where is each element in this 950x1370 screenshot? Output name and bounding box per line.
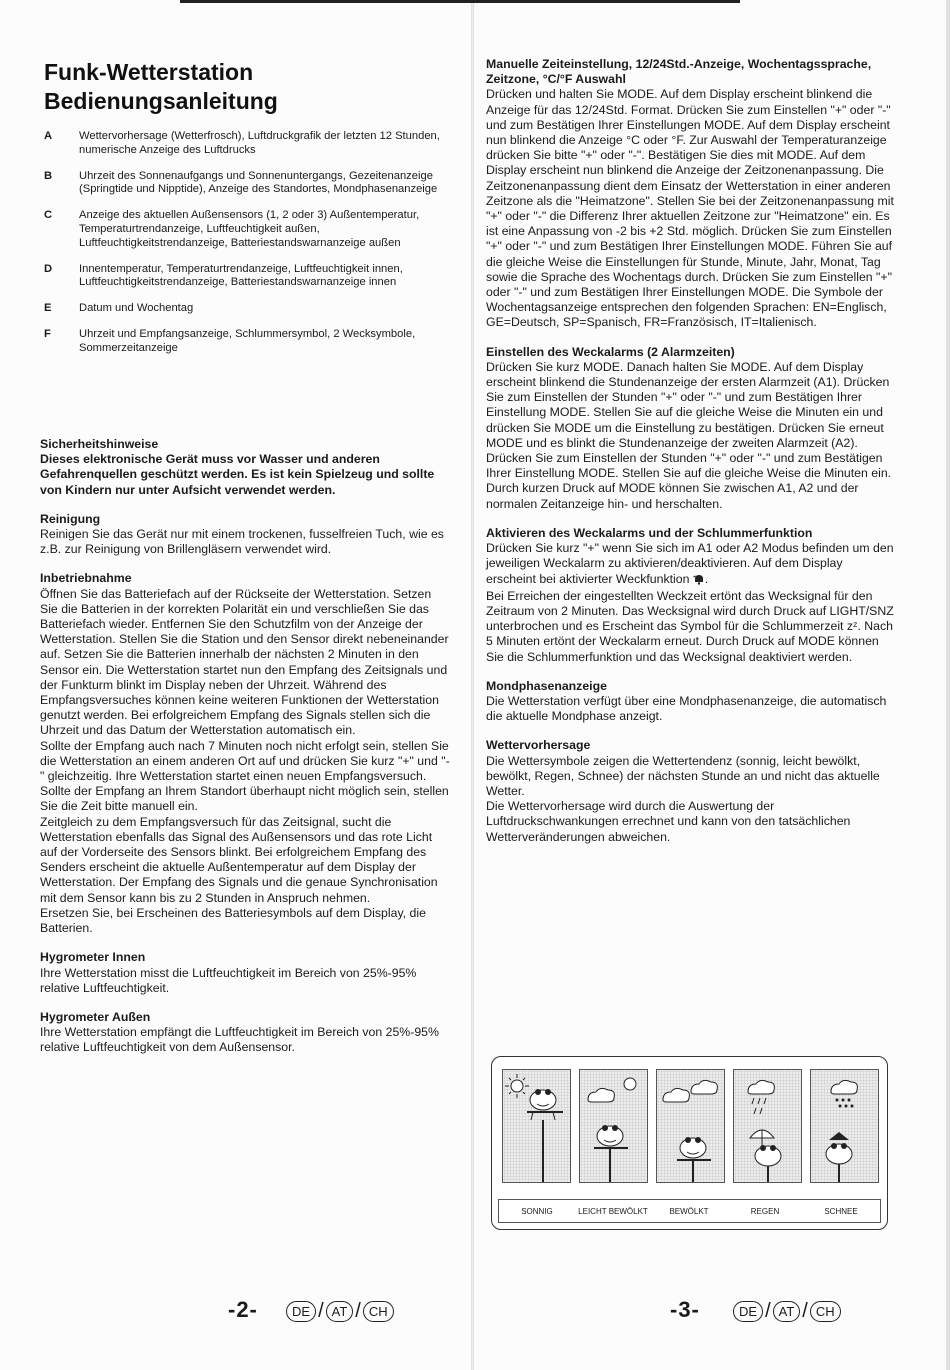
- forecast-section: [486, 738, 894, 844]
- cleaning-text: Reinigen Sie das Gerät nur mit einem trockenen, fusselfreien Tuch, wie es z.B. zur Reinigung von Brillengläsern verwendet wird.: [40, 527, 444, 557]
- manual-time-text: Drücken und halten Sie MODE. Auf dem Display erscheint blinkend die Anzeige für das 12/24Std. Format. Drücken Sie zum Einstellen "+" oder "-" und zum Bestätigen Ihrer Einstellungen MODE. Auf dem Display erscheint nun blinkend die Anzeige °C oder °F. Zur Auswahl der Temperaturanzeige drücken Sie bitte "+" oder "-". Bestätigen Sie dies mit MODE. Auf dem Display erscheint nun blinkend die Anzeige der Zeitzonenanpassung. Die Zeitzonenanpassung dient dem Einsatz der Wetterstation in einer anderen Zeitzone als die "Heimatzone". Stellen Sie bei der Zeitzonenanpassung mit "+" oder "-" die Differenz Ihrer aktuellen Zeitzone zur "Heimatzone" ein. Es ist eine Anpassung von -2 bis +2 Std. möglich. Drücken Sie zum Einstellen "+" oder "-" und zum Bestätigen Ihrer Einstellungen MODE. Führen Sie auf die gleiche Weise die Einstellungen für Stunde, Minute, Jahr, Monat, Tag sowie die Sprache des Wochentags durch. Drücken Sie zum Einstellen "+" oder "-" und zum Bestätigen Ihrer Einstellungen MODE. Die Symbole der Wochentagsanzeige entsprechen den folgenden Sprachen: EN=Englisch, GE=Deutsch, SP=Spanisch, FR=Französisch, IT=Italienisch.: [486, 87, 894, 330]
- weather-label-cloudy: BEWÖLKT: [669, 1206, 709, 1216]
- display-legend: [44, 130, 444, 368]
- partly-cloudy-frog-icon: [579, 1069, 648, 1183]
- legend-letter: E: [44, 302, 52, 315]
- legend-text: Anzeige des aktuellen Außensensors (1, 2 oder 3) Außentemperatur, Temperaturtrendanzeige, Luftfeuchtigkeit außen, Luftfeuchtigkeitstrendanzeige, Batteriestandswarnanzeige außen: [79, 209, 420, 249]
- alarm-activate-heading: Aktivieren des Weckalarms und der Schlummerfunktion: [486, 525, 813, 540]
- hygrometer-outside-heading: Hygrometer Außen: [40, 1009, 151, 1024]
- manual-time-section: [486, 57, 894, 331]
- rain-frog-icon: [733, 1069, 802, 1183]
- weather-label-snow: SCHNEE: [824, 1206, 858, 1216]
- setup-paragraph-1: Öffnen Sie das Batteriefach auf der Rückseite der Wetterstation. Setzen Sie die Batterien in der korrekten Polarität ein und verschließen Sie das Batteriefach wieder. Entfernen Sie den Schutzfilm von der Anzeige der Wetterstation. Stellen Sie die Station und den Sensor direkt nebeneinander auf. Setzen Sie die Batterien innerhalb der nächsten 2 Minuten in den Sensor ein. Die Wetterstation startet nun den Empfang des Zeitsignals und der Funkturm blinkt im Display neben der Uhrzeit. Während des Empfangsversuches können keine weiteren Funktionen der Wetterstation genutzt werden. Bei erfolgreichem Empfang des Signals stellen sich die Uhrzeit und das Datum der Wetterstation automatisch ein.: [40, 586, 449, 738]
- left-column: [40, 437, 450, 1056]
- hygrometer-outside-text: Ihre Wetterstation empfängt die Luftfeuchtigkeit im Bereich von 25%-95% relative Luftfeuchtigkeit von dem Außensensor.: [40, 1025, 439, 1055]
- legend-text: Uhrzeit und Empfangsanzeige, Schlummersymbol, 2 Wecksymbole, Sommerzeitanzeige: [79, 327, 416, 354]
- alarm-bell-icon: [693, 573, 705, 589]
- country-code-de: DE: [286, 1301, 316, 1322]
- cloudy-frog-icon: [656, 1069, 725, 1183]
- legend-letter: D: [44, 262, 53, 275]
- weather-label-rain: REGEN: [750, 1206, 780, 1216]
- legend-letter: A: [44, 130, 53, 142]
- legend-item-c: [44, 209, 444, 250]
- document-title: [44, 58, 278, 116]
- manual-time-heading: Manuelle Zeiteinstellung, 12/24Std.-Anzeige, Wochentagssprache, Zeitzone, °C/°F Auswahl: [486, 57, 872, 87]
- alarm-activate-text-1: Drücken Sie kurz "+" wenn Sie sich im A1 oder A2 Modus befinden um den jeweiligen Weckalarm zu aktivieren/deaktivieren. Auf dem Display erscheint bei aktivierter Weckfunktion: [486, 541, 894, 586]
- alarm-set-text: Drücken Sie kurz MODE. Danach halten Sie MODE. Auf dem Display erscheint blinkend die Stundenanzeige der ersten Alarmzeit (A1). Drücken Sie zum Einstellen der Stunden "+" oder "-" und zum Bestätigen Ihrer Einstellung MODE. Stellen Sie auf die gleiche Weise die Minuten ein und drücken Sie MODE um die Einstellung zu bestätigen. Drücken Sie erneut MODE und es blinkt die Stundenanzeige der zweiten Alarmzeit (A2). Drücken Sie zum Einstellen der Stunden "+" oder "-" und zum Bestätigen Ihrer Einstellung MODE. Stellen Sie auf die gleiche Weise die Minuten ein. Durch kurzen Druck auf MODE können Sie zwischen A1, A2 und der normalen Zeitanzeige hin- und herschalten.: [486, 359, 892, 511]
- setup-paragraph-3: Zeitgleich zu dem Empfangsversuch für das Zeitsignal, sucht die Wetterstation ebenfalls das Signal des Außensensors und das rote Licht auf der Vorderseite des Sensors blinkt. Bei erfolgreichem Empfang des Senders erscheint die aktuelle Außentemperatur auf dem Display der Wetterstation. Der Empfang des Signals und die genaue Synchronisation mit dem Sensor kann bis zu 2 Stunden in Anspruch nehmen.: [40, 814, 438, 905]
- setup-section: [40, 571, 450, 936]
- page-number-left: -2-: [228, 1297, 258, 1322]
- weather-labels: [498, 1199, 881, 1223]
- legend-text: Wettervorhersage (Wetterfrosch), Luftdruckgrafik der letzten 12 Stunden, numerische Anzeige des Luftdrucks: [79, 130, 440, 156]
- setup-paragraph-4: Ersetzen Sie, bei Erscheinen des Batteriesymbols auf dem Display, die Batterien.: [40, 905, 426, 936]
- legend-letter: B: [44, 169, 53, 182]
- legend-text: Uhrzeit des Sonnenaufgangs und Sonnenuntergangs, Gezeitenanzeige (Springtide und Nipptide), Anzeige des Standortes, Mondphasenanzeige: [79, 169, 438, 196]
- legend-item-f: [44, 328, 444, 356]
- hygrometer-inside-heading: Hygrometer Innen: [40, 950, 146, 965]
- safety-heading: Sicherheitshinweise: [40, 437, 159, 451]
- legend-letter: F: [44, 327, 51, 340]
- setup-heading: Inbetriebnahme: [40, 571, 132, 586]
- legend-item-d: [44, 263, 444, 291]
- legend-item-a: [44, 130, 444, 158]
- page-number-right: -3-: [670, 1297, 700, 1322]
- top-edge-line: [180, 0, 740, 3]
- page-fold: [471, 0, 474, 1370]
- weather-label-sunny: SONNIG: [521, 1206, 553, 1216]
- country-codes-right: DE / AT / CH: [733, 1300, 841, 1323]
- cleaning-heading: Reinigung: [40, 511, 101, 526]
- weather-label-partly-cloudy: LEICHT BEWÖLKT: [578, 1206, 648, 1216]
- legend-letter: C: [44, 209, 53, 222]
- country-codes-left: DE / AT / CH: [286, 1300, 394, 1323]
- weather-forecast-illustration: [491, 1056, 888, 1230]
- cleaning-section: [40, 512, 450, 558]
- moon-phase-heading: Mondphasenanzeige: [486, 678, 607, 693]
- moon-phase-text: Die Wetterstation verfügt über eine Mondphasenanzeige, die automatisch die aktuelle Mondphase anzeigt.: [486, 693, 887, 724]
- moon-phase-section: [486, 679, 894, 725]
- forecast-text-1: Die Wettersymbole zeigen die Wettertendenz (sonnig, leicht bewölkt, bewölkt, Regen, Schnee) der nächsten Stunde an und nicht das aktuelle Wetter.: [486, 753, 880, 798]
- legend-item-e: [44, 302, 444, 316]
- setup-paragraph-2: Sollte der Empfang auch nach 7 Minuten noch nicht erfolgt sein, stellen Sie die Wetterstation an einem anderen Ort auf und drücken Sie kurz "+" und "-" gleichzeitig. Ihre Wetterstation startet einen neuen Empfangsversuch. Sollte der Empfang an Ihrem Standort überhaupt nicht möglich sein, stellen Sie die Zeit bitte manuell ein.: [40, 738, 450, 814]
- right-column: [486, 57, 894, 845]
- alarm-set-heading: Einstellen des Weckalarms (2 Alarmzeiten): [486, 344, 735, 359]
- forecast-heading: Wettervorhersage: [486, 738, 591, 753]
- alarm-activate-text-2: Bei Erreichen der eingestellten Weckzeit ertönt das Wecksignal für den Zeitraum von 2 Minuten. Das Wecksignal wird durch Druck auf LIGHT/SNZ unterbrochen und es Erscheint das Symbol für die Schlummerzeit: [486, 588, 894, 634]
- country-code-at: AT: [326, 1301, 354, 1322]
- alarm-set-section: [486, 345, 894, 512]
- snow-frog-icon: [810, 1069, 879, 1183]
- safety-section: [40, 437, 450, 498]
- snooze-icon: zᶻ: [846, 619, 858, 634]
- safety-text: Dieses elektronische Gerät muss vor Wasser und anderen Gefahrenquellen geschützt werden. Es ist kein Spielzeug und sollte von Kindern nur unter Aufsicht verwendet werden.: [40, 452, 435, 497]
- alarm-activate-section: [486, 526, 894, 665]
- legend-text: Datum und Wochentag: [79, 302, 194, 315]
- hygrometer-outside-section: [40, 1010, 450, 1056]
- sunny-frog-icon: [502, 1069, 571, 1183]
- country-code-de: DE: [733, 1301, 763, 1322]
- alarm-activate-text: Drücken Sie kurz "+" wenn Sie sich im A1 oder A2 Modus befinden um den jeweiligen Weckalarm zu aktivieren/deaktivieren. Auf dem Display erscheint bei aktivierter Weckfunktion . Bei Erreichen der eingestellten Weckzeit ertönt das Wecksignal für den Zeitraum von 2 Minuten. Das Wecksignal wird durch Druck auf LIGHT/SNZ unterbrochen und es Erscheint das Symbol für die Schlummerzeit zᶻ. Nach 5 Minuten ertönt der Weckalarm erneut. Durch Druck auf MODE können Sie die Schlummerfunktion und das Wecksignal deaktiviert werden.: [486, 541, 894, 664]
- title-line-1: Funk-Wetterstation: [44, 59, 254, 85]
- hygrometer-inside-text: Ihre Wetterstation misst die Luftfeuchtigkeit im Bereich von 25%-95% relative Luftfeuchtigkeit.: [40, 965, 417, 995]
- country-code-ch: CH: [363, 1301, 394, 1322]
- legend-text: Innentemperatur, Temperaturtrendanzeige, Luftfeuchtigkeit innen, Luftfeuchtigkeitstrendanzeige, Batteriestandswarnanzeige innen: [79, 262, 403, 289]
- weather-scenes: [502, 1069, 879, 1183]
- legend-item-b: [44, 170, 444, 198]
- alarm-activate-text-3: Nach 5 Minuten ertönt der Weckalarm erneut. Durch Druck auf MODE können Sie die Schlummerfunktion und das Wecksignal deaktiviert werden.: [486, 619, 894, 664]
- title-line-2: Bedienungsanleitung: [44, 88, 278, 114]
- country-code-ch: CH: [810, 1301, 841, 1322]
- country-code-at: AT: [773, 1301, 801, 1322]
- right-paper-edge: [946, 0, 950, 1370]
- forecast-text-2: Die Wettervorhersage wird durch die Auswertung der Luftdruckschwankungen errechnet und kann von den tatsächlichen Wetterveränderungen abweichen.: [486, 799, 851, 844]
- hygrometer-inside-section: [40, 950, 450, 996]
